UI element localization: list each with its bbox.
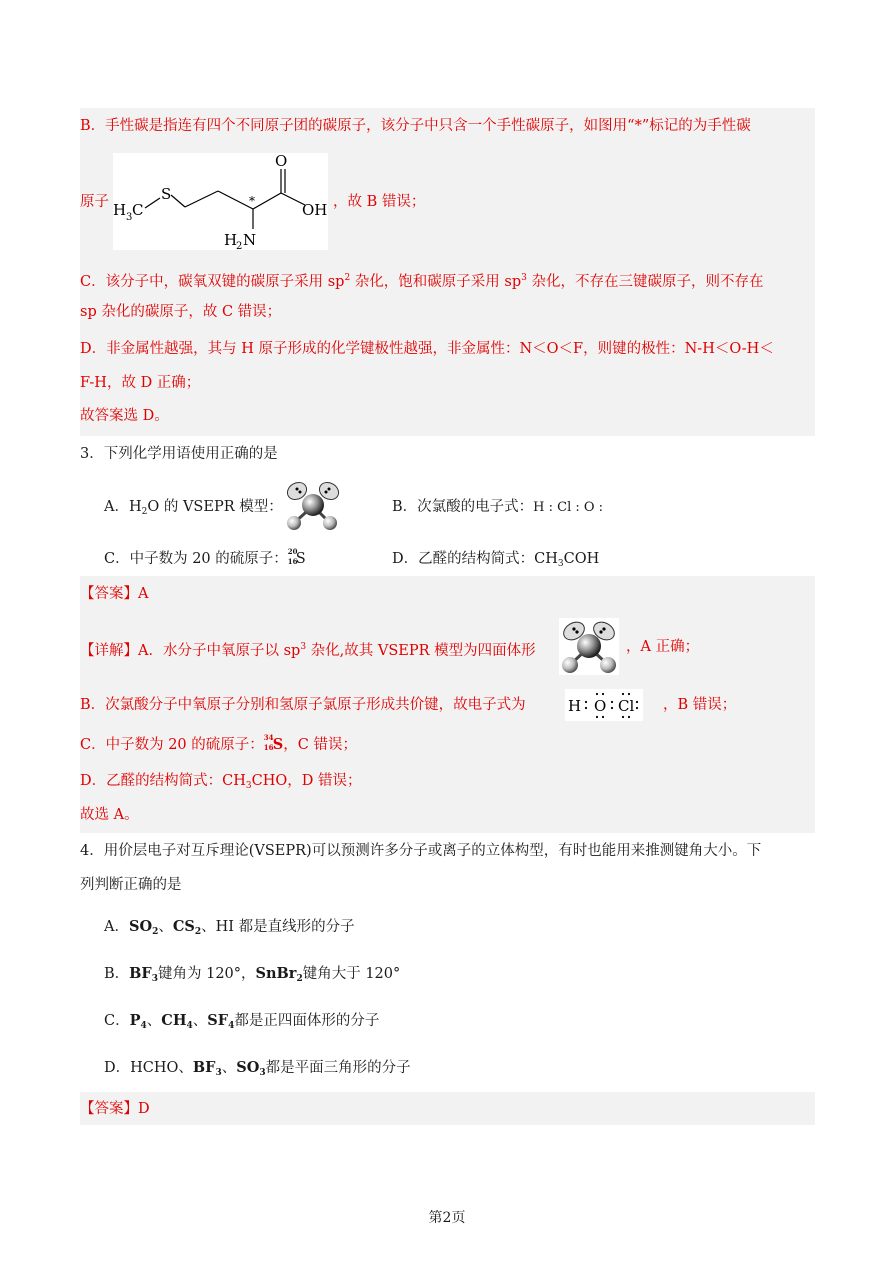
q3-detail-b: B．次氯酸分子中氧原子分别和氢原子氯原子形成共价键，故电子式为 <box>80 697 526 713</box>
mol-h2n-n: N <box>243 231 257 249</box>
q4-d-f1: BF <box>192 1059 216 1076</box>
q4-a-rest: 、HI 都是直线形的分子 <box>201 919 355 935</box>
q4-b-f1-sub: 3 <box>151 974 158 984</box>
water-vsepr-model-large <box>559 618 619 675</box>
q4-c-f1: P <box>129 1012 141 1029</box>
q2-c-text-c: 杂化，不存在三键碳原子，则不存在 <box>526 274 764 290</box>
q3-c-text: C．中子数为 20 的硫原子： <box>104 551 288 567</box>
q4-b-f2-sub: 2 <box>296 974 303 984</box>
q4-d-f1-sub: 3 <box>215 1068 222 1078</box>
q4-a-f1-sub: 2 <box>152 927 159 937</box>
lewis-h: H <box>568 697 582 715</box>
q4-b-rest: 键角大于 120° <box>302 966 401 982</box>
q2-conclusion: 故答案选 D。 <box>80 408 169 424</box>
lewis-cl: Cl <box>618 697 635 715</box>
mol-s-label: S <box>161 185 172 203</box>
q3-d-suffix: COH <box>563 551 600 567</box>
q3-option-a <box>104 497 283 522</box>
q4-d-label: D．HCHO、 <box>104 1060 193 1076</box>
q3-answer: 【答案】A <box>80 586 149 602</box>
q3-detail-c-z: 16 <box>263 743 274 752</box>
q2-b-line2-suffix: ，故 B 错误； <box>333 194 426 210</box>
q4-c-rest: 都是正四面体形的分子 <box>234 1013 380 1029</box>
q4-b-mid: 键角为 120°， <box>157 966 256 982</box>
q3-stem: 3．下列化学用语使用正确的是 <box>80 446 278 462</box>
mol-h2n-sub: 2 <box>236 241 243 250</box>
q3-detail-c-text: C．中子数为 20 的硫原子： <box>80 737 264 753</box>
q3-detail-a-text2: 杂化,故其 VSEPR 模型为四面体形 <box>306 643 536 659</box>
water-vsepr-model-image <box>559 618 619 675</box>
q3-detail-d-text2: CHO，D 错误； <box>251 773 362 789</box>
q3-detail-d-sub: 3 <box>245 781 252 791</box>
q3-detail-a <box>80 637 536 661</box>
q2-c-sup3: 3 <box>521 273 527 283</box>
q4-c-f3-sub: 4 <box>228 1021 235 1031</box>
q3-detail-c-end: ，C 错误； <box>283 737 357 753</box>
q3-d-sub: 3 <box>557 559 564 569</box>
q4-a-f1: SO <box>128 918 153 935</box>
q3-detail-d-text1: D．乙醛的结构简式：CH <box>80 773 246 789</box>
q4-b-f2: SnBr <box>255 965 297 982</box>
q3-detail-a-text1: 【详解】A．水分子中氧原子以 sp <box>80 643 301 659</box>
mol-h3c-h: H <box>113 201 127 219</box>
q4-b-label: B． <box>104 966 130 982</box>
page-number: 第2页 <box>428 1210 466 1226</box>
q4-answer: 【答案】D <box>80 1101 150 1117</box>
q4-a-sep1: 、 <box>158 919 173 935</box>
q3-c-sym: S <box>295 551 306 567</box>
mol-oh-label: OH <box>302 201 328 219</box>
q2-d-line2: F-H，故 D 正确； <box>80 375 201 391</box>
q3-a-suffix: O 的 VSEPR 模型： <box>147 499 283 515</box>
q2-c-text-b: 杂化，饱和碳原子采用 sp <box>350 274 522 290</box>
q2-c-sup2: 2 <box>344 273 351 283</box>
q4-d-f2-sub: 3 <box>259 1068 266 1078</box>
mol-h3c-c: C <box>132 201 144 219</box>
q3-c-mass: 20 <box>287 547 298 556</box>
q4-option-a <box>104 917 355 942</box>
q4-c-label: C． <box>104 1013 130 1029</box>
q4-c-sep1: 、 <box>146 1013 162 1029</box>
q4-stem-line2: 列判断正确的是 <box>80 877 182 893</box>
q3-detail-d <box>80 771 361 796</box>
mol-o-label: O <box>275 153 288 170</box>
q4-answer-block <box>80 1092 815 1125</box>
q2-b-line2-prefix: 原子 <box>80 194 109 210</box>
q3-detail-a-sup: 3 <box>300 642 307 652</box>
water-vsepr-model-small <box>283 480 343 532</box>
q2-b-line1: B．手性碳是指连有四个不同原子团的碳原子，该分子中只含一个手性碳原子，如图用“*”标记的为手性碳 <box>80 118 751 134</box>
q4-c-f2: CH <box>161 1012 187 1029</box>
q4-stem-line1: 4．用价层电子对互斥理论(VSEPR)可以预测许多分子或离子的立体构型，有时也能用来推测键角大小。下 <box>80 843 762 859</box>
q3-detail-c <box>80 735 357 755</box>
q4-a-f2-sub: 2 <box>194 927 202 937</box>
q3-d-prefix: D．乙醛的结构简式：CH <box>392 551 558 567</box>
q2-c-text-a: C．该分子中，碳氧双键的碳原子采用 sp <box>80 274 345 290</box>
methionine-skeletal-formula <box>113 153 328 250</box>
q4-a-label: A． <box>104 919 129 935</box>
q4-d-rest: 都是平面三角形的分子 <box>265 1060 411 1076</box>
q4-c-f3: SF <box>207 1012 229 1029</box>
hclo-lewis-structure <box>565 689 643 721</box>
methionine-structure-image <box>113 153 328 250</box>
q3-a-prefix: A．H <box>104 499 142 515</box>
q2-c-line2: sp 杂化的碳原子，故 C 错误； <box>80 304 282 320</box>
q4-option-d <box>104 1058 411 1083</box>
q4-c-f2-sub: 4 <box>186 1021 193 1031</box>
hclo-electron-formula-image <box>565 689 643 721</box>
q3-b-text: B．次氯酸的电子式： <box>392 499 534 515</box>
mol-h2n-h: H <box>224 231 238 249</box>
q4-d-sep1: 、 <box>221 1060 237 1076</box>
q3-a-sub: 2 <box>141 507 148 517</box>
q4-c-f1-sub: 4 <box>140 1021 147 1031</box>
q4-option-b <box>104 964 400 989</box>
q3-detail-c-sym: S <box>272 736 284 753</box>
q3-detail-b-end: ，B 错误； <box>663 697 737 713</box>
q3-option-c <box>104 549 306 569</box>
mol-chiral-star: * <box>249 194 255 208</box>
q3-detail-c-mass: 34 <box>263 733 274 742</box>
q4-d-f2: SO <box>236 1059 260 1076</box>
q2-d-line1: D．非金属性越强，其与 H 原子形成的化学键极性越强，非金属性：N＜O＜F，则键的极性：N-H＜O-H＜ <box>80 341 774 357</box>
lewis-o: O <box>594 697 607 715</box>
q3-c-z: 16 <box>287 557 298 566</box>
q3-conclusion: 故选 A。 <box>80 807 139 823</box>
q3-b-formula: H : Cl : O : <box>533 500 604 515</box>
q3-option-d <box>392 549 599 574</box>
q3-option-b <box>392 497 603 518</box>
q3-detail-a-end: ，A 正确； <box>626 639 700 655</box>
q4-a-f2: CS <box>172 918 195 935</box>
q4-option-c <box>104 1011 379 1036</box>
q4-c-sep2: 、 <box>192 1013 208 1029</box>
q4-b-f1: BF <box>129 965 152 982</box>
mol-h3c-sub: 3 <box>126 212 133 223</box>
q2-c-line1 <box>80 268 763 292</box>
